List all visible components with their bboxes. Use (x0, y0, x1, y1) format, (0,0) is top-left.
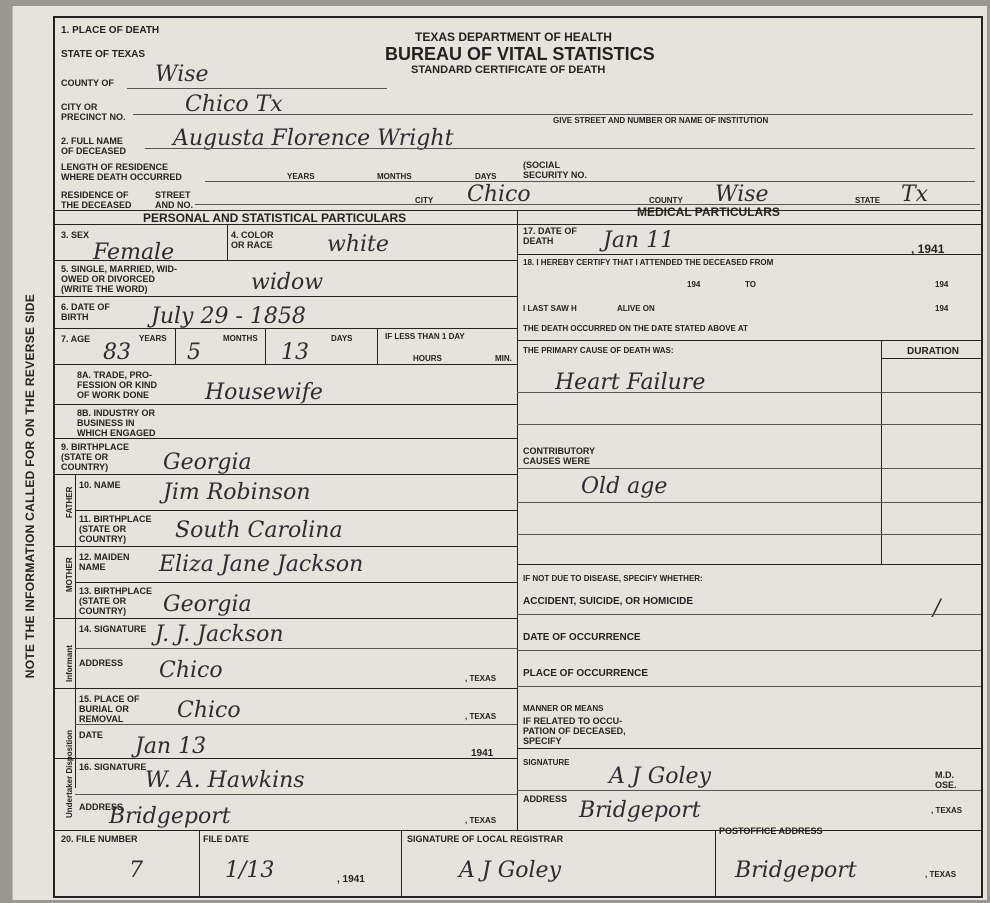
county-label: COUNTY OF (61, 78, 114, 88)
age-less-label: IF LESS THAN 1 DAY (385, 332, 465, 341)
age-years-label: YEARS (139, 334, 167, 343)
undertaker-address: Bridgeport (109, 804, 231, 829)
years-label: YEARS (287, 172, 315, 181)
primary-cause-label: THE PRIMARY CAUSE OF DEATH WAS: (523, 346, 674, 355)
full-name-label: 2. FULL NAME OF DECEASED (61, 136, 127, 156)
certify-yr3: 194 (935, 304, 949, 313)
ssn-label: (SOCIAL SECURITY NO. (523, 160, 587, 180)
marital-label: 5. SINGLE, MARRIED, WID- OWED OR DIVORCED (WRITE THE WORD) (61, 264, 178, 294)
occurrence-date-label: DATE OF OCCURRENCE (523, 632, 641, 643)
marital-value: widow (251, 270, 324, 295)
age-label: 7. AGE (61, 334, 91, 344)
physician-addr-label: ADDRESS (523, 794, 568, 804)
birthplace-label: 9. BIRTHPLACE (STATE OR COUNTRY) (61, 442, 130, 472)
father-birthplace-value: South Carolina (175, 518, 343, 543)
primary-cause-value: Heart Failure (555, 370, 706, 395)
registrar-signature: A J Goley (459, 858, 561, 883)
burial-texas: , TEXAS (465, 712, 497, 721)
registrar-label: SIGNATURE OF LOCAL REGISTRAR (407, 834, 564, 844)
duration-label: DURATION (907, 346, 960, 357)
state-label: STATE OF TEXAS (61, 49, 146, 60)
certify-to: TO (745, 280, 756, 289)
certify-yr1: 194 (687, 280, 701, 289)
birthplace-value: Georgia (163, 450, 252, 475)
color-value: white (327, 232, 389, 257)
mother-birthplace-label: 13. BIRTHPLACE (STATE OR COUNTRY) (79, 586, 153, 616)
occupation-related-label: IF RELATED TO OCCU- PATION OF DECEASED, SPECIFY (523, 716, 626, 746)
physician-address: Bridgeport (579, 798, 701, 823)
certificate-frame (53, 16, 983, 898)
agency-title: TEXAS DEPARTMENT OF HEALTH (415, 30, 612, 44)
mother-name-label: 12. MAIDEN NAME (79, 552, 130, 572)
res-state-label: STATE (855, 196, 881, 205)
father-name-label: 10. NAME (79, 480, 121, 490)
burial-label: 15. PLACE OF BURIAL OR REMOVAL (79, 694, 140, 724)
industry-label: 8B. INDUSTRY OR BUSINESS IN WHICH ENGAGED (77, 408, 156, 438)
days-label: DAYS (475, 172, 497, 181)
certificate-title: STANDARD CERTIFICATE OF DEATH (411, 64, 606, 76)
side-note-text: NOTE THE INFORMATION CALLED FOR ON THE REVERSE SIDE (23, 293, 37, 679)
external-label: IF NOT DUE TO DISEASE, SPECIFY WHETHER: (523, 574, 703, 583)
file-date-value: 1/13 (225, 858, 275, 883)
residence-length-label: LENGTH OF RESIDENCE WHERE DEATH OCCURRED (61, 162, 182, 182)
res-county-label: COUNTY (649, 196, 683, 205)
death-date-label: 17. DATE OF DEATH (523, 226, 577, 246)
residence-label: RESIDENCE OF THE DECEASED (61, 190, 132, 210)
physician-sig-label: SIGNATURE (523, 758, 570, 767)
city-label: CITY OR PRECINCT NO. (61, 102, 126, 122)
file-year: , 1941 (337, 874, 365, 885)
informant-addr-label: ADDRESS (79, 658, 124, 668)
informant-sig-label: 14. SIGNATURE (79, 624, 147, 634)
medical-section-title: MEDICAL PARTICULARS (637, 205, 780, 219)
last-saw-label: I LAST SAW H (523, 304, 577, 313)
res-county-value: Wise (715, 182, 769, 207)
external-mark: / (933, 596, 941, 621)
full-name-value: Augusta Florence Wright (173, 126, 454, 151)
informant-address: Chico (159, 658, 223, 683)
age-years-value: 83 (103, 340, 131, 365)
father-name-value: Jim Robinson (163, 480, 311, 505)
informant-side-label: Informant (65, 645, 74, 682)
res-city-value: Chico (467, 182, 531, 207)
alive-on-label: ALIVE ON (617, 304, 655, 313)
certify-yr2: 194 (935, 280, 949, 289)
city-value: Chico Tx (185, 92, 283, 117)
physician-signature: A J Goley (609, 764, 711, 789)
mother-side-label: MOTHER (65, 557, 74, 592)
contrib-value: Old age (581, 474, 668, 499)
burial-date: Jan 13 (135, 734, 207, 759)
postoffice-label: POSTOFFICE ADDRESS (719, 826, 823, 836)
county-value: Wise (155, 62, 209, 87)
burial-year: 1941 (471, 748, 494, 759)
personal-section-title: PERSONAL AND STATISTICAL PARTICULARS (143, 211, 407, 225)
undertaker-texas: , TEXAS (465, 816, 497, 825)
father-side-label: FATHER (65, 486, 74, 518)
undertaker-signature: W. A. Hawkins (145, 768, 305, 793)
file-date-label: FILE DATE (203, 834, 249, 844)
certificate-sheet (12, 6, 987, 900)
certify-text: 18. I HEREBY CERTIFY THAT I ATTENDED THE DECEASED FROM (523, 258, 774, 267)
file-number-value: 7 (129, 858, 143, 883)
res-state-value: Tx (901, 182, 929, 207)
undertaker-sig-label: 16. SIGNATURE (79, 762, 147, 772)
age-days-value: 13 (281, 340, 309, 365)
physician-texas: , TEXAS (931, 806, 963, 815)
father-birthplace-label: 11. BIRTHPLACE (STATE OR COUNTRY) (79, 514, 152, 544)
mother-birthplace-value: Georgia (163, 592, 252, 617)
res-city-label: CITY (415, 196, 434, 205)
age-min-label: MIN. (495, 354, 512, 363)
occupation-value: Housewife (205, 380, 323, 405)
manner-label: MANNER OR MEANS (523, 704, 604, 713)
age-days-label: DAYS (331, 334, 353, 343)
death-year: , 1941 (911, 242, 945, 256)
death-date-value: Jan 11 (603, 228, 675, 253)
place-of-death-label: 1. PLACE OF DEATH (61, 25, 160, 36)
street-hint: GIVE STREET AND NUMBER OR NAME OF INSTITUTION (553, 116, 769, 125)
color-label: 4. COLOR OR RACE (231, 230, 274, 250)
months-label: MONTHS (377, 172, 412, 181)
death-occurred-label: THE DEATH OCCURRED ON THE DATE STATED ABOVE AT (523, 324, 748, 333)
street-label: STREET AND NO. (155, 190, 193, 210)
age-months-label: MONTHS (223, 334, 258, 343)
sex-label: 3. SEX (61, 230, 90, 240)
burial-place: Chico (177, 698, 241, 723)
birth-date-label: 6. DATE OF BIRTH (61, 302, 110, 322)
informant-signature: J. J. Jackson (155, 622, 284, 647)
age-months-value: 5 (187, 340, 201, 365)
physician-suffix: M.D. OSE. (935, 770, 957, 790)
postoffice-texas: , TEXAS (925, 870, 957, 879)
contrib-label: CONTRIBUTORY CAUSES WERE (523, 446, 595, 466)
undertaker-addr-label: ADDRESS (79, 802, 124, 812)
mother-name-value: Eliza Jane Jackson (159, 552, 364, 577)
informant-texas: , TEXAS (465, 674, 497, 683)
birth-date-value: July 29 - 1858 (151, 304, 306, 329)
burial-date-label: DATE (79, 730, 103, 740)
bureau-title: BUREAU OF VITAL STATISTICS (385, 44, 655, 64)
age-hours-label: HOURS (413, 354, 442, 363)
accident-label: ACCIDENT, SUICIDE, OR HOMICIDE (523, 596, 694, 607)
sex-value: Female (93, 240, 175, 265)
undertaker-side-label: Undertaker Disposition (65, 729, 74, 818)
file-number-label: 20. FILE NUMBER (61, 834, 138, 844)
occupation-label: 8A. TRADE, PRO- FESSION OR KIND OF WORK DONE (77, 370, 158, 400)
occurrence-place-label: PLACE OF OCCURRENCE (523, 668, 649, 679)
side-note (17, 206, 43, 766)
postoffice-value: Bridgeport (735, 858, 857, 883)
